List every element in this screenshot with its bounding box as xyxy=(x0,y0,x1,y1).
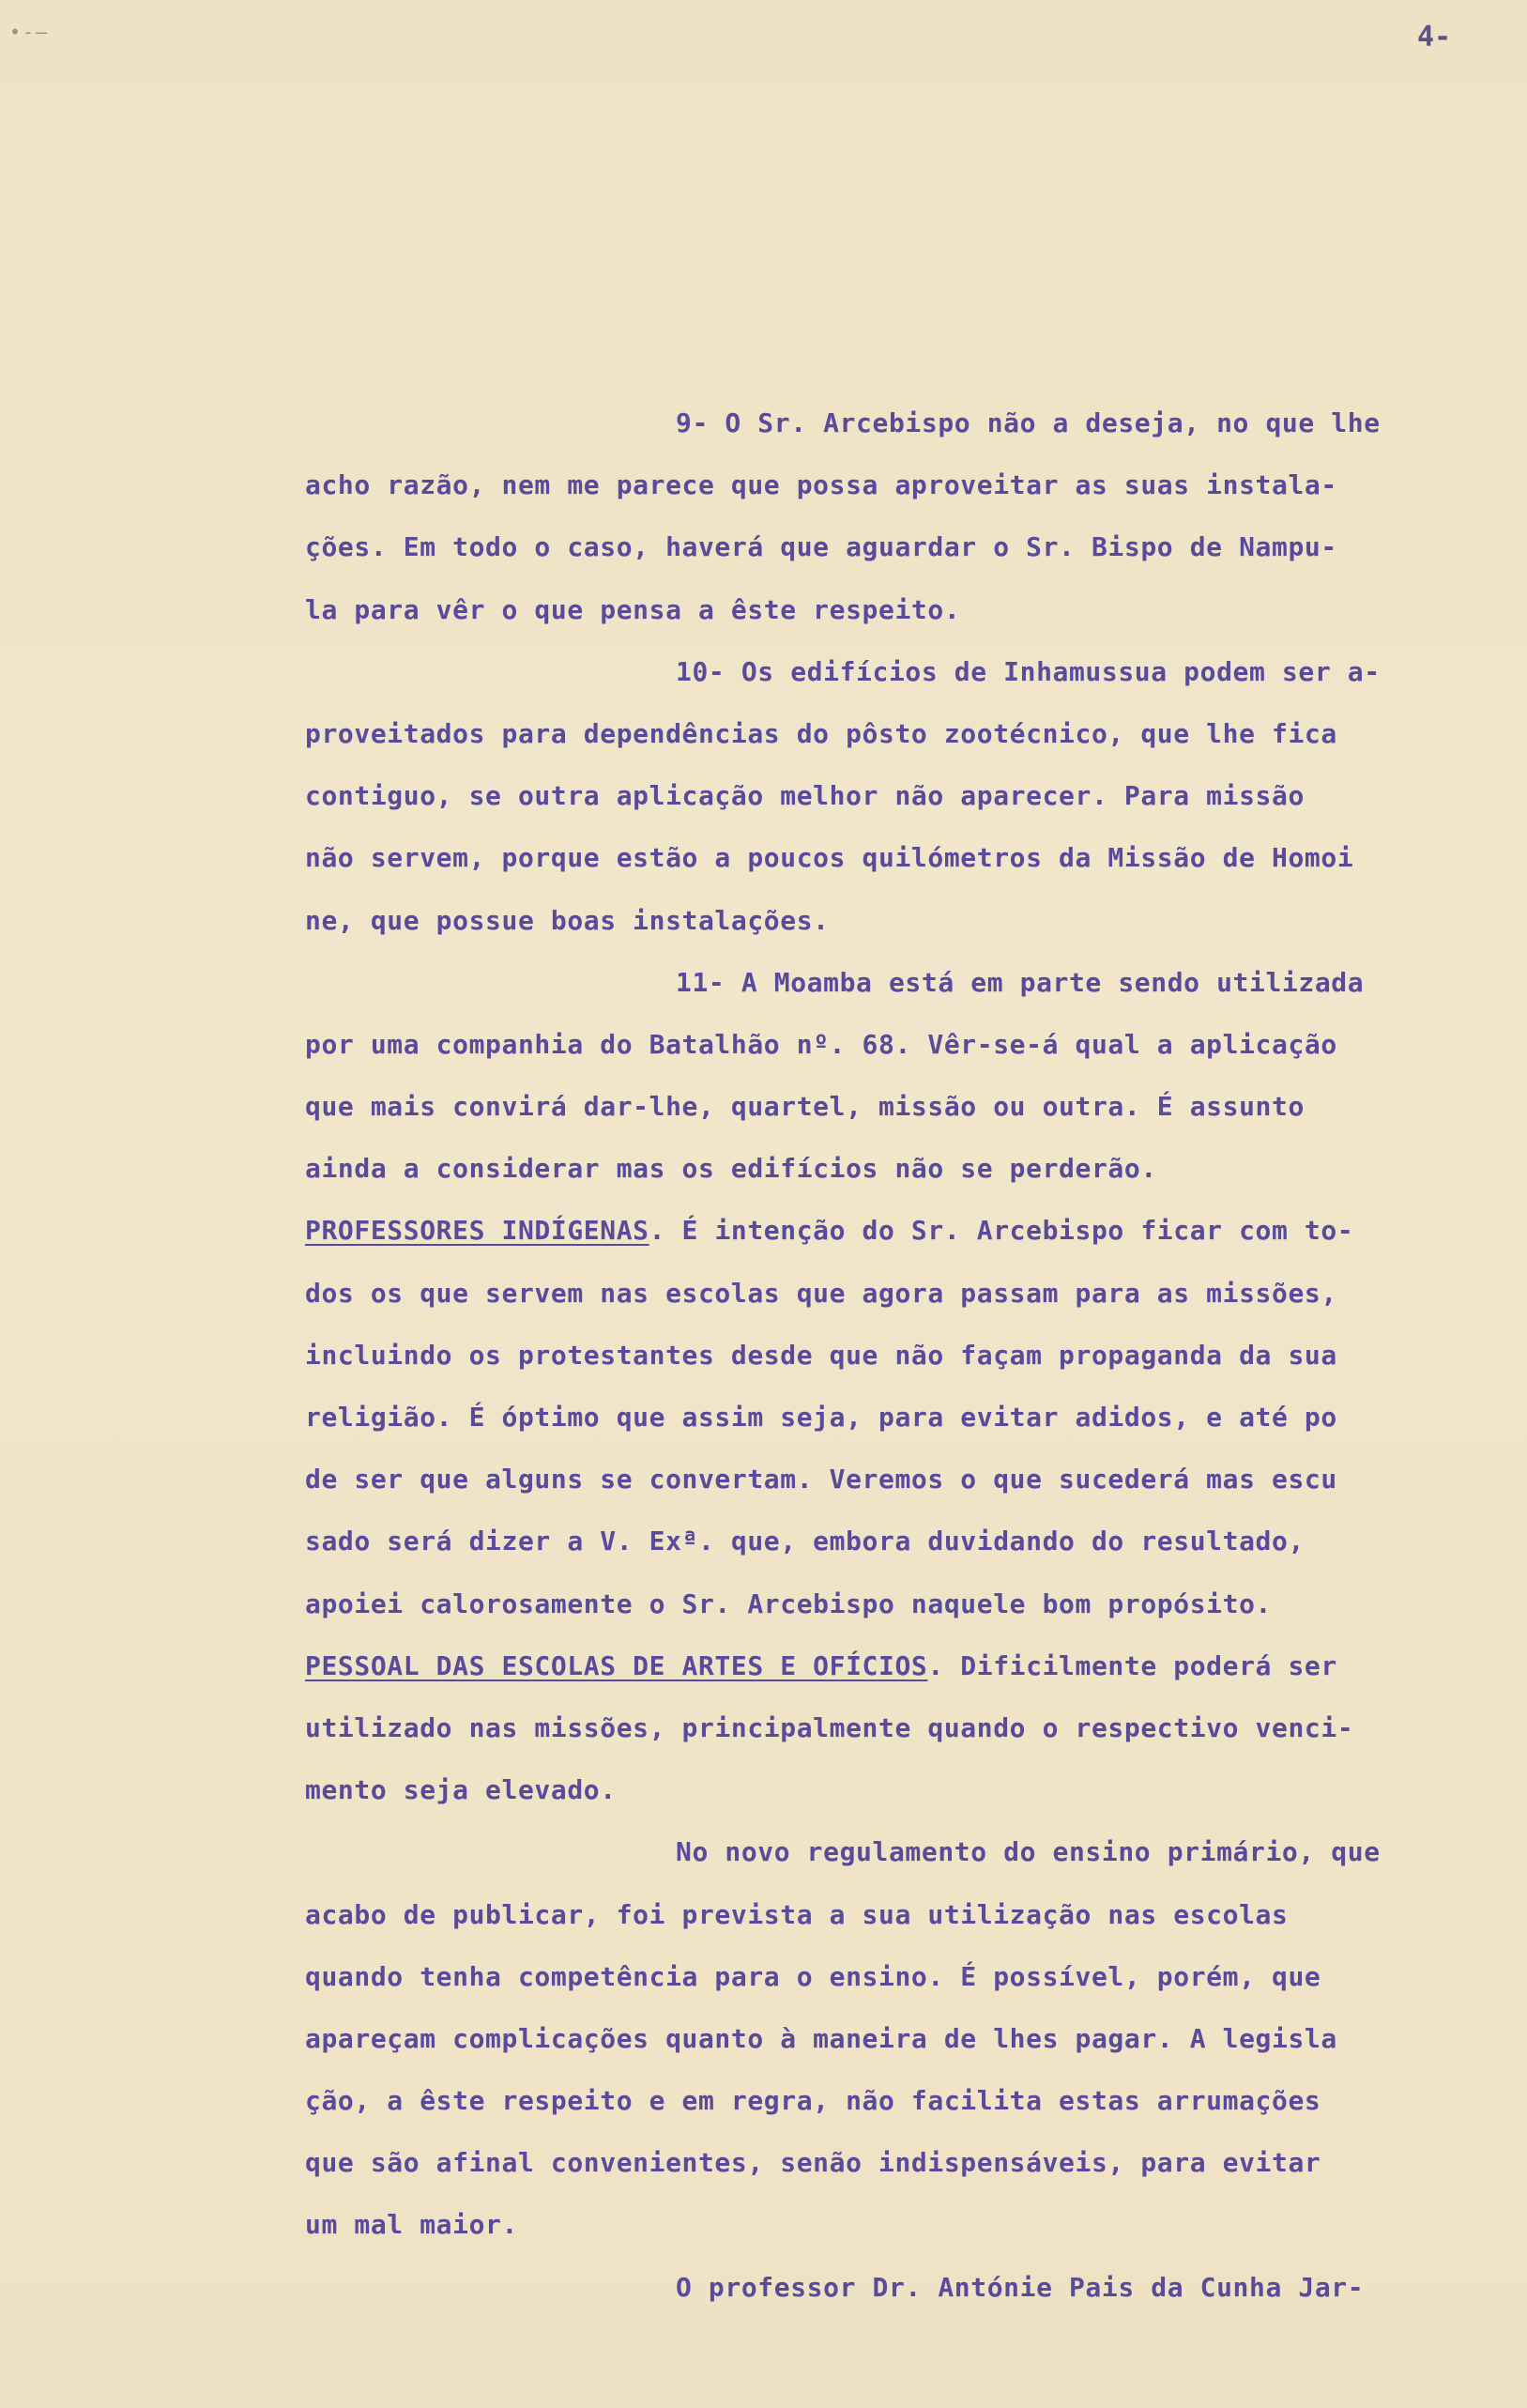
page-number: 4- xyxy=(1417,21,1452,54)
text-line: ainda a considerar mas os edifícios não se perderão. xyxy=(305,1153,1157,1185)
text-line: ne, que possue boas instalações. xyxy=(305,904,830,936)
text-line: proveitados para dependências do pôsto zootécnico, que lhe fica xyxy=(305,717,1337,749)
text-line: não servem, porque estão a poucos quilómetros da Missão de Homoi xyxy=(305,842,1354,874)
corner-mark: •-– xyxy=(9,21,50,43)
text-line: ções. Em todo o caso, haverá que aguardar o Sr. Bispo de Nampu- xyxy=(305,531,1337,563)
text-line: 9- O Sr. Arcebispo não a deseja, no que lhe xyxy=(676,407,1381,438)
text-line: um mal maior. xyxy=(305,2209,518,2241)
text-line: PESSOAL DAS ESCOLAS DE ARTES E OFÍCIOS. Dificilmente poderá ser xyxy=(305,1649,1337,1681)
text-line: 10- Os edifícios de Inhamussua podem ser a- xyxy=(676,655,1381,687)
text-line: PROFESSORES INDÍGENAS. É intenção do Sr. Arcebispo ficar com to- xyxy=(305,1215,1354,1247)
text-line: quando tenha competência para o ensino. É possível, porém, que xyxy=(305,1960,1321,1992)
section-heading-professores: PROFESSORES INDÍGENAS xyxy=(305,1215,649,1247)
text-line: No novo regulamento do ensino primário, que xyxy=(676,1836,1381,1868)
text-line: de ser que alguns se convertam. Veremos o que sucederá mas escu xyxy=(305,1464,1337,1495)
text-line: por uma companhia do Batalhão nº. 68. Vêr-se-á qual a aplicação xyxy=(305,1028,1337,1060)
typed-text-body xyxy=(305,392,1497,2319)
text-line: ção, a êste respeito e em regra, não facilita estas arrumações xyxy=(305,2085,1321,2117)
text-line: que são afinal convenientes, senão indispensáveis, para evitar xyxy=(305,2147,1321,2179)
section-heading-pessoal: PESSOAL DAS ESCOLAS DE ARTES E OFÍCIOS xyxy=(305,1649,928,1681)
text-line: acho razão, nem me parece que possa aproveitar as suas instala- xyxy=(305,469,1337,501)
text-line: mento seja elevado. xyxy=(305,1774,617,1806)
text-line: 11- A Moamba está em parte sendo utilizada xyxy=(676,966,1365,998)
text-line: dos os que servem nas escolas que agora passam para as missões, xyxy=(305,1277,1337,1309)
text-line: O professor Dr. Antónie Pais da Cunha Jar- xyxy=(676,2271,1365,2303)
text-line: acabo de publicar, foi prevista a sua utilização nas escolas xyxy=(305,1898,1289,1930)
text-line: que mais convirá dar-lhe, quartel, missão ou outra. É assunto xyxy=(305,1091,1305,1123)
text-line: apoiei calorosamente o Sr. Arcebispo naquele bom propósito. xyxy=(305,1587,1272,1619)
text-line: apareçam complicações quanto à maneira de lhes pagar. A legisla xyxy=(305,2022,1337,2054)
text-line: sado será dizer a V. Exª. que, embora duvidando do resultado, xyxy=(305,1526,1305,1557)
text-line: contiguo, se outra aplicação melhor não aparecer. Para missão xyxy=(305,780,1305,812)
text-line: la para vêr o que pensa a êste respeito. xyxy=(305,593,961,625)
text-line: incluindo os protestantes desde que não façam propaganda da sua xyxy=(305,1339,1337,1371)
text-line: utilizado nas missões, principalmente quando o respectivo venci- xyxy=(305,1711,1354,1743)
text-line: religião. É óptimo que assim seja, para evitar adidos, e até po xyxy=(305,1402,1337,1433)
